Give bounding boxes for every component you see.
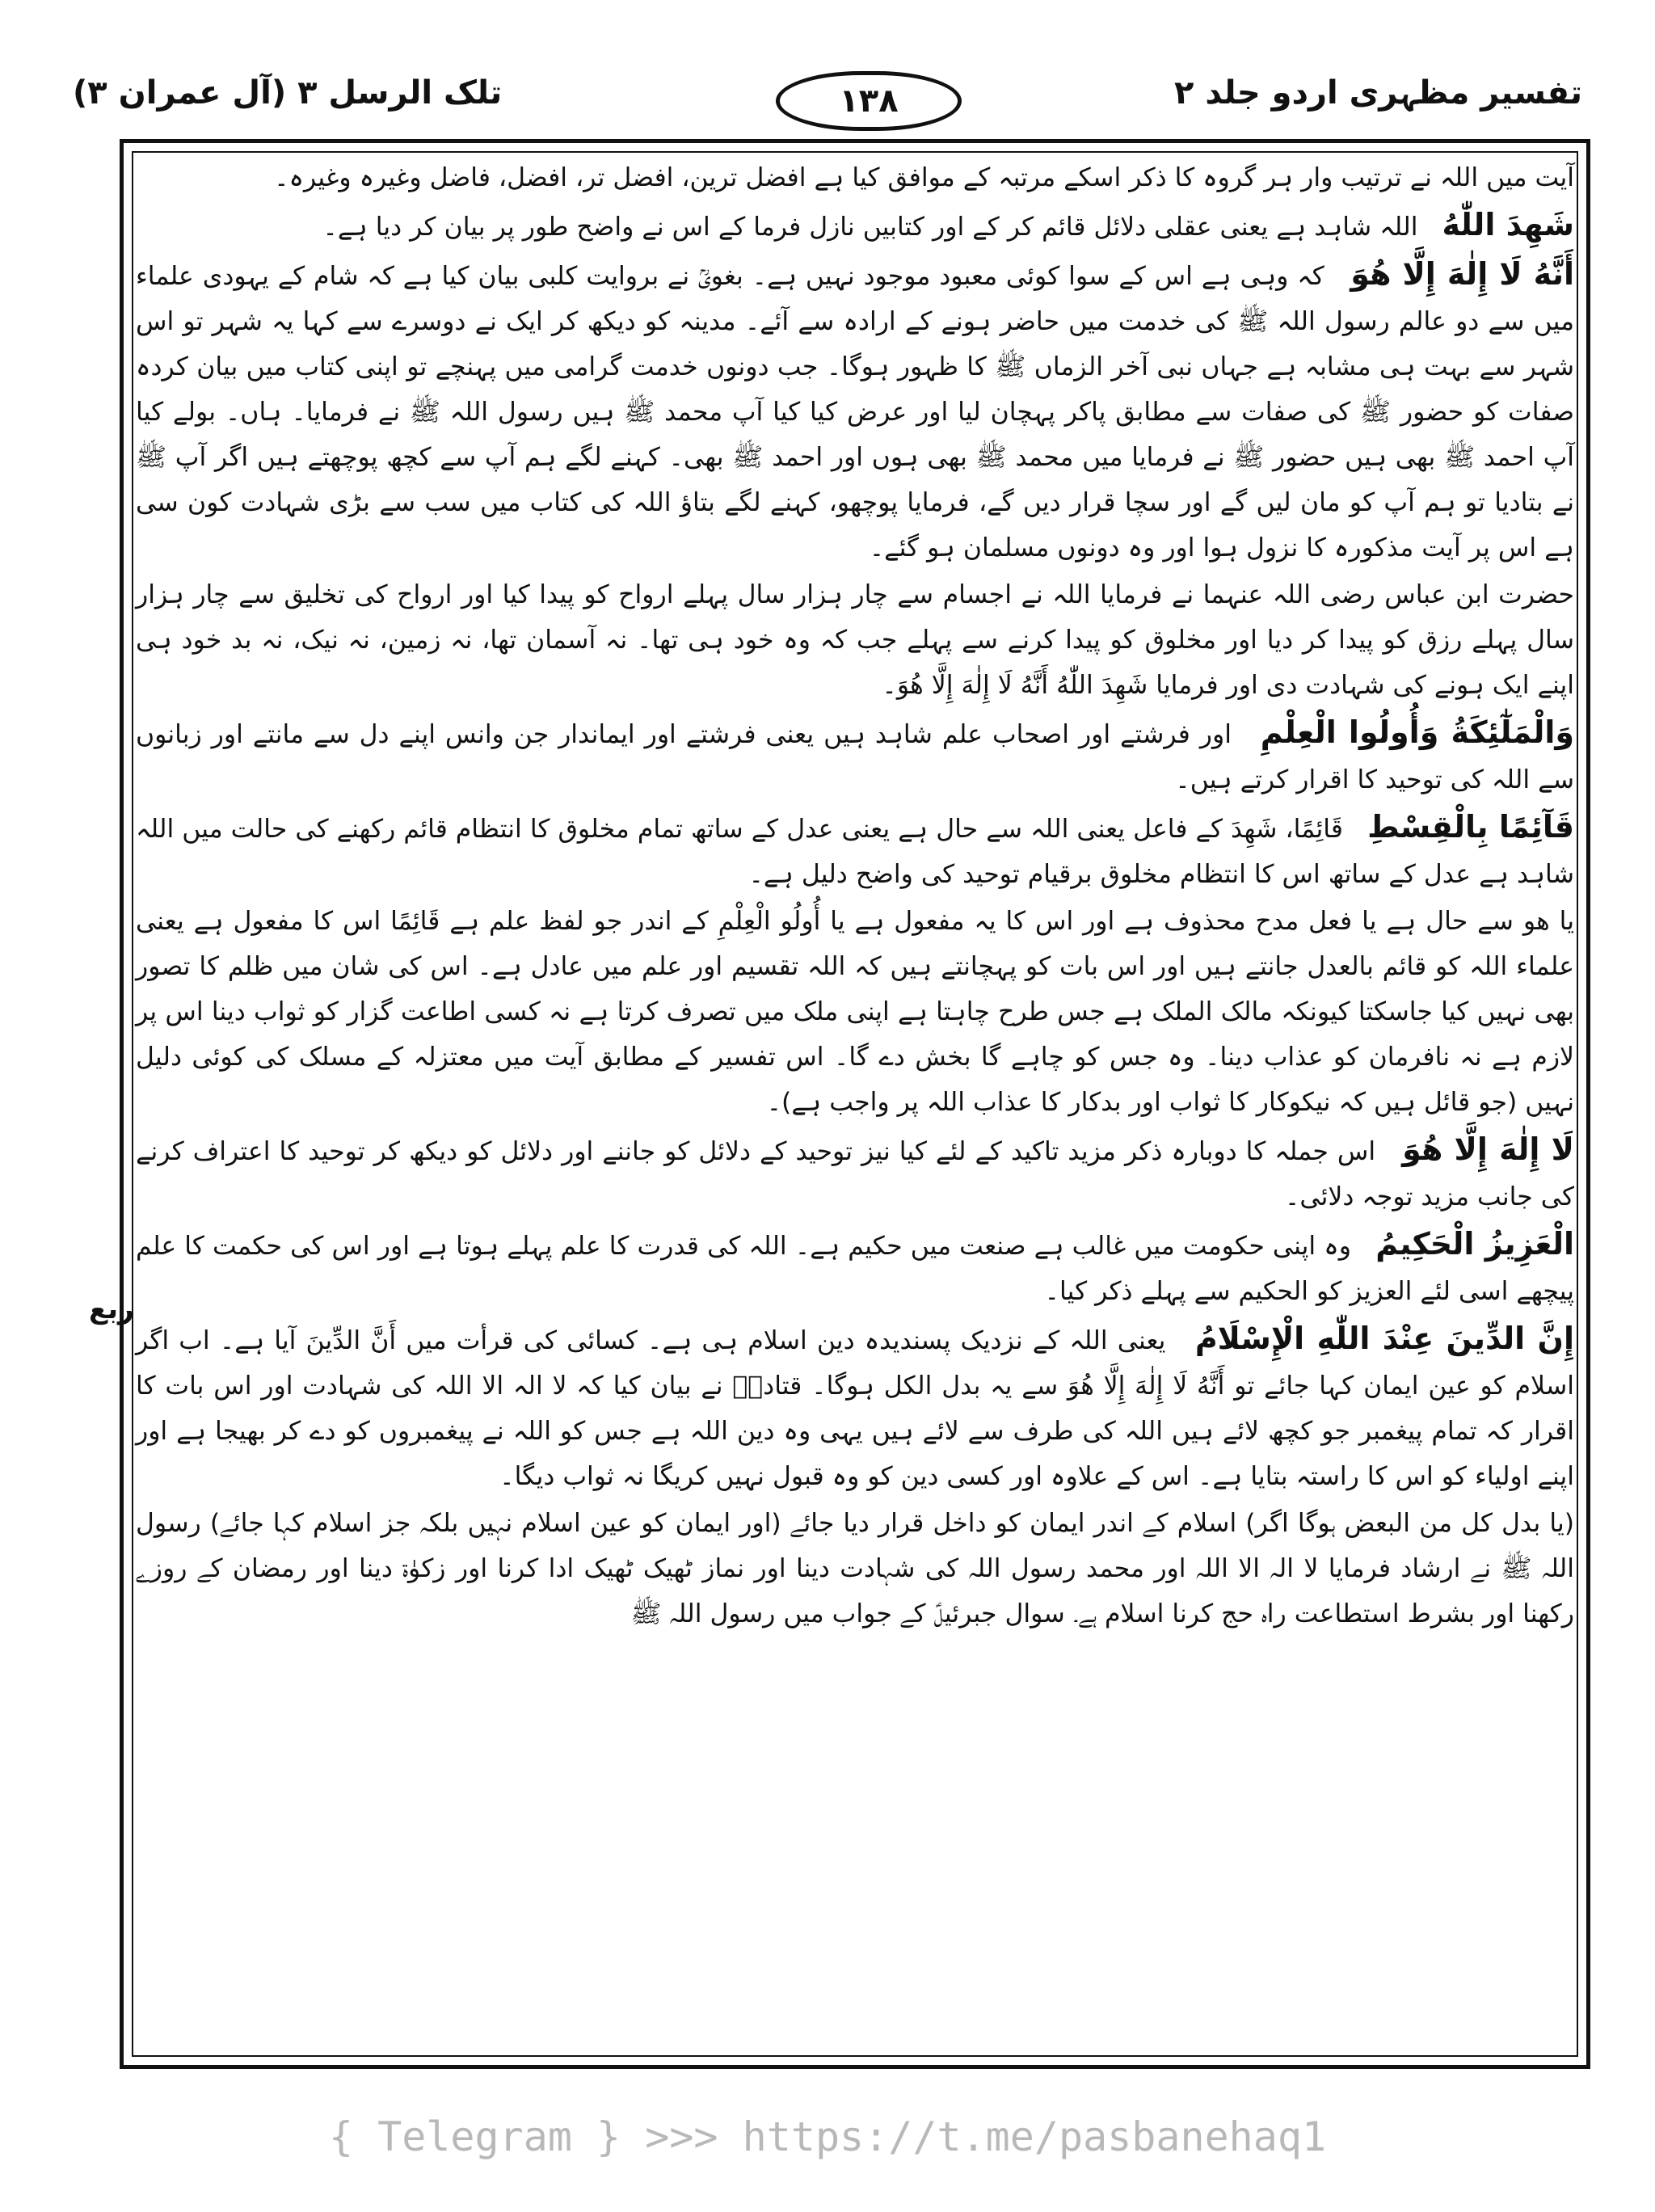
verse-heading: لَا إِلٰهَ إِلَّا هُوَ [1402, 1131, 1574, 1167]
paragraph [136, 1316, 1574, 1499]
paragraph [136, 572, 1574, 708]
paragraph-text: اور فرشتے اور اصحاب علم شاہد ہیں یعنی فرشتے اور ایماندار جن وانس اپنے دل سے مانتے اور زبانوں سے اللہ کی توحید کا اقرار کرتے ہیں۔ [136, 720, 1574, 794]
verse-heading: الْعَزِيزُ الْحَكِيمُ [1375, 1226, 1575, 1262]
page-number: ۱۳۸ [776, 71, 962, 131]
footer-watermark: { Telegram } >>> https://t.me/pasbanehaq1 [328, 2113, 1327, 2160]
paragraph-text: کہ وہی ہے اس کے سوا کوئی معبود موجود نہیں ہے۔ بغویؒ نے بروایت کلبی بیان کیا ہے کہ شام کے یہودی علماء میں سے دو عالم رسول اللہ ﷺ کی خدمت میں حاضر ہونے کے ارادہ سے آئے۔ مدینہ کو دیکھ کر ایک نے دوسرے سے کہا یہ شہر تو اس شہر سے بہت ہی مشابہ ہے جہاں نبی آخر الزماں ﷺ کا ظہور ہوگا۔ جب دونوں خدمت گرامی میں پہنچے تو اپنی کتاب میں بیان کردہ صفات کو حضور ﷺ کی صفات سے مطابق پاکر پہچان لیا اور عرض کیا کیا آپ محمد ﷺ ہیں رسول اللہ ﷺ نے فرمایا۔ ہاں۔ بولے کیا آپ احمد ﷺ بھی ہیں حضور ﷺ نے فرمایا میں محمد ﷺ بھی ہوں اور احمد ﷺ بھی۔ کہنے لگے ہم آپ سے کچھ پوچھتے ہیں اگر آپ ﷺ نے بتادیا تو ہم آپ کو مان لیں گے اور سچا قرار دیں گے، فرمایا پوچھو، کہنے لگے بتاؤ اللہ کی کتاب میں سب سے بڑی شہادت کون سی ہے اس پر آیت مذکورہ کا نزول ہوا اور وہ دونوں مسلمان ہو گئے۔ [136, 262, 1574, 562]
verse-heading: شَهِدَ اللّٰهُ [1442, 207, 1574, 242]
paragraph [136, 1127, 1574, 1220]
paragraph-text: یعنی اللہ کے نزدیک پسندیدہ دین اسلام ہی ہے۔ کسائی کی قرأت میں أَنَّ الدِّينَ آیا ہے۔ اب اگر اسلام کو عین ایمان کہا جائے تو أَنَّهُ لَا إِلٰهَ إِلَّا هُوَ سے یہ بدل الکل ہوگا۔ قتادہؒ نے بیان کیا کہ لا الہ الا اللہ کی شہادت اور اس بات کا اقرار کہ تمام پیغمبر جو کچھ لائے ہیں اللہ کی طرف سے لائے ہیں یہی وہ دین اللہ ہے جس کو اللہ نے پیغمبروں کو دے کر بھیجا ہے اور اپنے اولیاء کو اس کا راستہ بتایا ہے۔ اس کے علاوہ اور کسی دین کو وہ قبول نہیں کریگا نہ ثواب دیگا۔ [136, 1326, 1574, 1491]
paragraph [136, 155, 1574, 200]
section-title: تلک الرسل ۳ (آل عمران ۳) [73, 74, 503, 112]
paragraph-text: یا هو سے حال ہے یا فعل مدح محذوف ہے اور اس کا یہ مفعول ہے یا أُولُو الْعِلْمِ کے اندر جو لفظ علم ہے قَائِمًا اس کا مفعول ہے یعنی علماء اللہ کو قائم بالعدل جانتے ہیں اور اس بات کو پہچانتے ہیں کہ اللہ تقسیم اور علم میں عادل ہے۔ اس کی شان میں ظلم کا تصور بھی نہیں کیا جاسکتا کیونکہ مالک الملک ہے جس طرح چاہتا ہے اپنی ملک میں تصرف کرتا ہے نہ کسی اطاعت گزار کو ثواب دینا اس پر لازم ہے نہ نافرمان کو عذاب دینا۔ وہ جس کو چاہے گا بخش دے گا۔ اس تفسیر کے مطابق آیت میں معتزلہ کے مسلک کی کوئی دلیل نہیں (جو قائل ہیں کہ نیکوکار کا ثواب اور بدکار کا عذاب اللہ پر واجب ہے)۔ [136, 907, 1574, 1117]
paragraph-text: اس جملہ کا دوبارہ ذکر مزید تاکید کے لئے کیا نیز توحید کے دلائل کو جاننے اور دلائل کو دیکھ کر توحید کا اعتراف کرنے کی جانب مزید توجہ دلائی۔ [136, 1137, 1574, 1211]
book-title: تفسیر مظہری اردو جلد ۲ [1174, 74, 1582, 112]
paragraph-text: اللہ شاہد ہے یعنی عقلی دلائل قائم کر کے اور کتابیں نازل فرما کے اس نے واضح طور پر بیان کر دیا ہے۔ [322, 213, 1418, 242]
verse-heading: أَنَّهُ لَا إِلٰهَ إِلَّا هُوَ [1350, 256, 1574, 292]
paragraph [136, 899, 1574, 1125]
paragraph-text: حضرت ابن عباس رضی اللہ عنہما نے فرمایا اللہ نے اجسام سے چار ہزار سال پہلے ارواح کو پیدا کیا اور ارواح کی تخلیق سے چار ہزار سال پہلے رزق کو پیدا کر دیا اور مخلوق کو پیدا کرنے سے پہلے جب کہ وہ خود ہی تھا۔ نہ آسمان تھا، نہ زمین، نہ نیک، نہ بد خود ہی اپنے ایک ہونے کی شہادت دی اور فرمایا شَهِدَ اللّٰهُ أَنَّهُ لَا إِلٰهَ إِلَّا هُوَ۔ [136, 580, 1574, 700]
margin-mark: ربع [89, 1293, 134, 1325]
paragraph-text: قَائِمًا، شَهِدَ کے فاعل یعنی اللہ سے حال ہے یعنی عدل کے ساتھ تمام مخلوق کا انتظام قائم رکھنے کی حالت میں اللہ شاہد ہے عدل کے ساتھ اس کا انتظام مخلوق برقیام توحید کی واضح دلیل ہے۔ [136, 815, 1574, 889]
body-text [136, 155, 1574, 1638]
verse-heading: قَآئِمًا بِالْقِسْطِ [1367, 809, 1575, 845]
paragraph-text: آیت میں اللہ نے ترتیب وار ہر گروہ کا ذکر اسکے مرتبہ کے موافق کیا ہے افضل ترین، افضل تر، افضل، فاضل وغیرہ وغیرہ۔ [274, 163, 1574, 192]
paragraph [136, 202, 1574, 250]
paragraph-text: وہ اپنی حکومت میں غالب ہے صنعت میں حکیم ہے۔ اللہ کی قدرت کا علم پہلے ہوتا ہے اور اس کی حکمت کا علم پیچھے اسی لئے العزیز کو الحکیم سے پہلے ذکر کیا۔ [136, 1232, 1574, 1306]
verse-heading: إِنَّ الدِّينَ عِنْدَ اللّٰهِ الْإِسْلَامُ [1194, 1321, 1575, 1356]
paragraph [136, 710, 1574, 803]
paragraph [136, 251, 1574, 571]
verse-heading: وَالْمَلٰٓئِكَةُ وَأُولُوا الْعِلْمِ [1260, 714, 1575, 750]
paragraph [136, 1221, 1574, 1314]
page-header [73, 74, 1582, 139]
paragraph [136, 804, 1574, 897]
paragraph-text: (یا بدل کل من البعض ہوگا اگر) اسلام کے اندر ایمان کو داخل قرار دیا جائے (اور ایمان کو عین اسلام نہیں بلکہ جز اسلام کہا جائے) رسول اللہ ﷺ نے ارشاد فرمایا لا الہ الا اللہ اور محمد رسول اللہ کی شہادت دینا اور نماز ٹھیک ٹھیک ادا کرنا اور زکوٰۃ دینا اور رمضان کے روزے رکھنا اور بشرط استطاعت راہ حج کرنا اسلام ہے۔ سوال جبرئیلؑ کے جواب میں رسول اللہ ﷺ [136, 1509, 1574, 1628]
paragraph [136, 1501, 1574, 1637]
